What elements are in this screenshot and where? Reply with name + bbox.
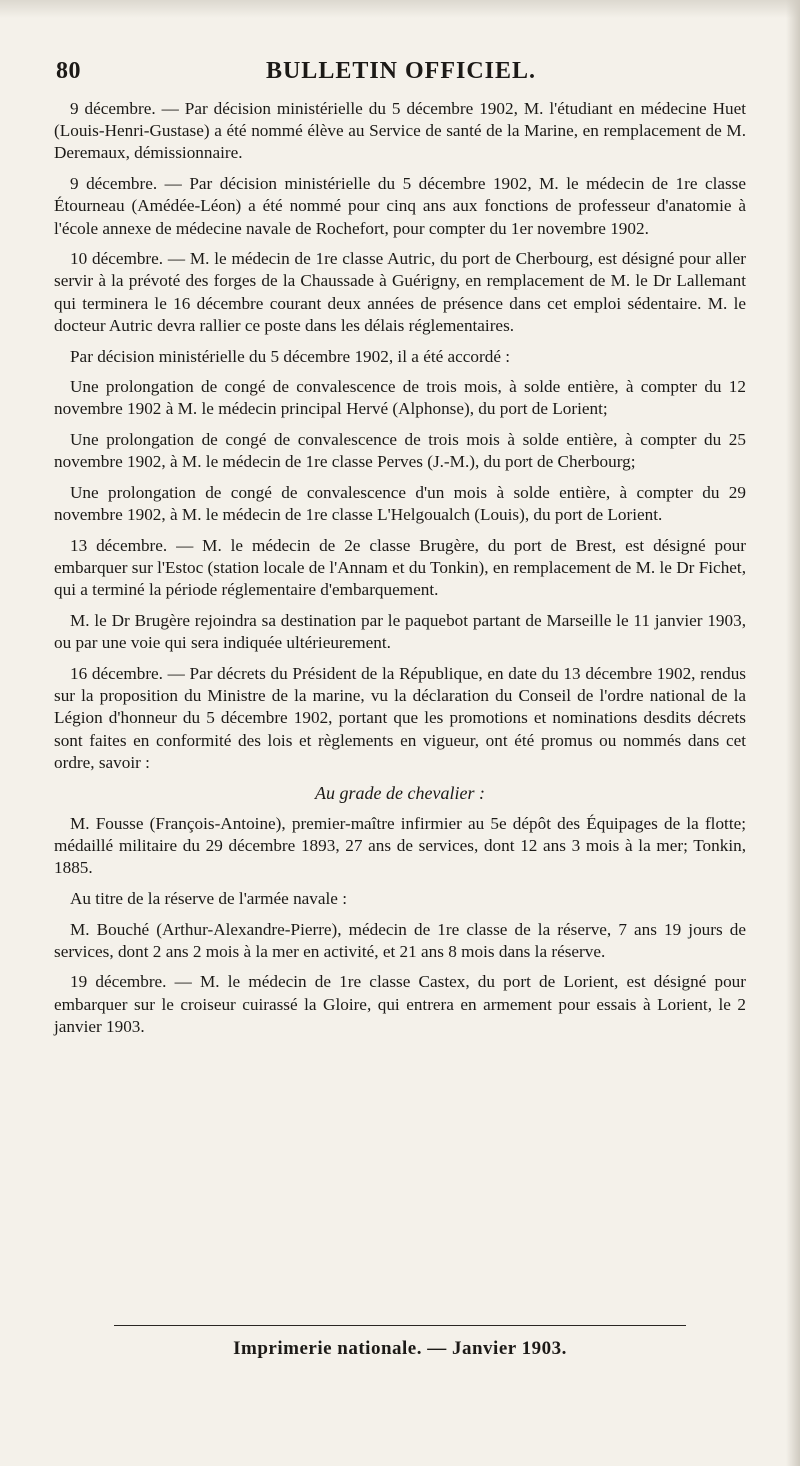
paragraph-autric: 10 décembre. — M. le médecin de 1re classe Autric, du port de Cherbourg, est désigné pour aller servir à la prévoté des forges de la Chaussade à Guérigny, en remplacement de M. le Dr Lallemant qui terminera le 16 décembre courant deux années de présence dans cet emploi sédentaire. M. le docteur Autric devra rallier ce poste dans les délais réglementaires. [54,249,746,335]
page-edge-shadow-top [0,0,800,18]
paragraph-lhelgoualch: Une prolongation de congé de convalescence d'un mois à solde entière, à compter du 29 novembre 1902, à M. le médecin de 1re classe L'Helgoualch (Louis), du port de Lorient. [54,483,746,525]
paragraph-herve: Une prolongation de congé de convalescence de trois mois, à solde entière, à compter du 12 novembre 1902 à M. le médecin principal Hervé (Alphonse), du port de Lorient; [54,377,746,419]
footer-rule [114,1325,686,1326]
paragraph-legion-honneur: 16 décembre. — Par décrets du Président de la République, en date du 13 décembre 1902, rendus sur la proposition du Ministre de la marine, vu la déclaration du Conseil de l'ordre national de la Légion d'honneur du 5 décembre 1902, portant que les promotions et nominations desdits décrets sont faites en conformité des lois et règlements en vigueur, ont été promus ou nommés dans cet ordre, savoir : [54,663,746,772]
page-number: 80 [56,58,81,84]
paragraph-perves: Une prolongation de congé de convalescence de trois mois à solde entière, à compter du 25 novembre 1902, à M. le médecin de 1re classe Perves (J.-M.), du port de Cherbourg; [54,430,746,472]
imprint-line: Imprimerie nationale. — Janvier 1903. [233,1338,567,1359]
paragraph-bouche: M. Bouché (Arthur-Alexandre-Pierre), médecin de 1re classe de la réserve, 7 ans 19 jours de services, dont 2 ans 2 mois à la mer en activité, et 21 ans 8 mois dans la réserve. [54,919,746,961]
paragraph-brugere-voyage: M. le Dr Brugère rejoindra sa destination par le paquebot partant de Marseille le 11 janvier 1903, ou par une voie qui sera indiquée ultérieurement. [54,611,746,653]
page-footer [54,1325,746,1360]
paragraph-castex: 19 décembre. — M. le médecin de 1re classe Castex, du port de Lorient, est désigné pour embarquer sur le croiseur cuirassé la Gloire, qui entrera en armement pour essais à Lorient, le 2 janvier 1903. [54,972,746,1036]
paragraph-reserve-heading: Au titre de la réserve de l'armée navale : [70,888,347,908]
paragraph-etourneau: 9 décembre. — Par décision ministérielle du 5 décembre 1902, M. le médecin de 1re classe Étourneau (Amédée-Léon) a été nommé pour cinq ans aux fonctions de professeur d'anatomie à l'école annexe de médecine navale de Rochefort, pour compter du 1er novembre 1902. [54,174,746,238]
running-title: BULLETIN OFFICIEL. [265,58,537,84]
page-header [56,58,746,90]
page-edge-shadow-right [786,0,800,1466]
section-heading-chevalier: Au grade de chevalier : [315,783,485,804]
document-body [54,98,746,1047]
paragraph-fousse: M. Fousse (François-Antoine), premier-maître infirmier au 5e dépôt des Équipages de la flotte; médaillé militaire du 29 décembre 1893, 27 ans de services, dont 12 ans 3 mois à la mer; Tonkin, 1885. [54,813,746,878]
paragraph-huet: 9 décembre. — Par décision ministérielle du 5 décembre 1902, M. l'étudiant en médecine Huet (Louis-Henri-Gustase) a été nommé élève au Service de santé de la Marine, en remplacement de M. Deremaux, démissionnaire. [54,99,746,163]
paragraph-brugere: 13 décembre. — M. le médecin de 2e classe Brugère, du port de Brest, est désigné pour embarquer sur l'Estoc (station locale de l'Annam et du Tonkin), en remplacement de M. le Dr Fichet, qui a terminé la période réglementaire d'embarquement. [54,535,746,600]
paragraph-decision-intro: Par décision ministérielle du 5 décembre 1902, il a été accordé : [70,346,511,366]
